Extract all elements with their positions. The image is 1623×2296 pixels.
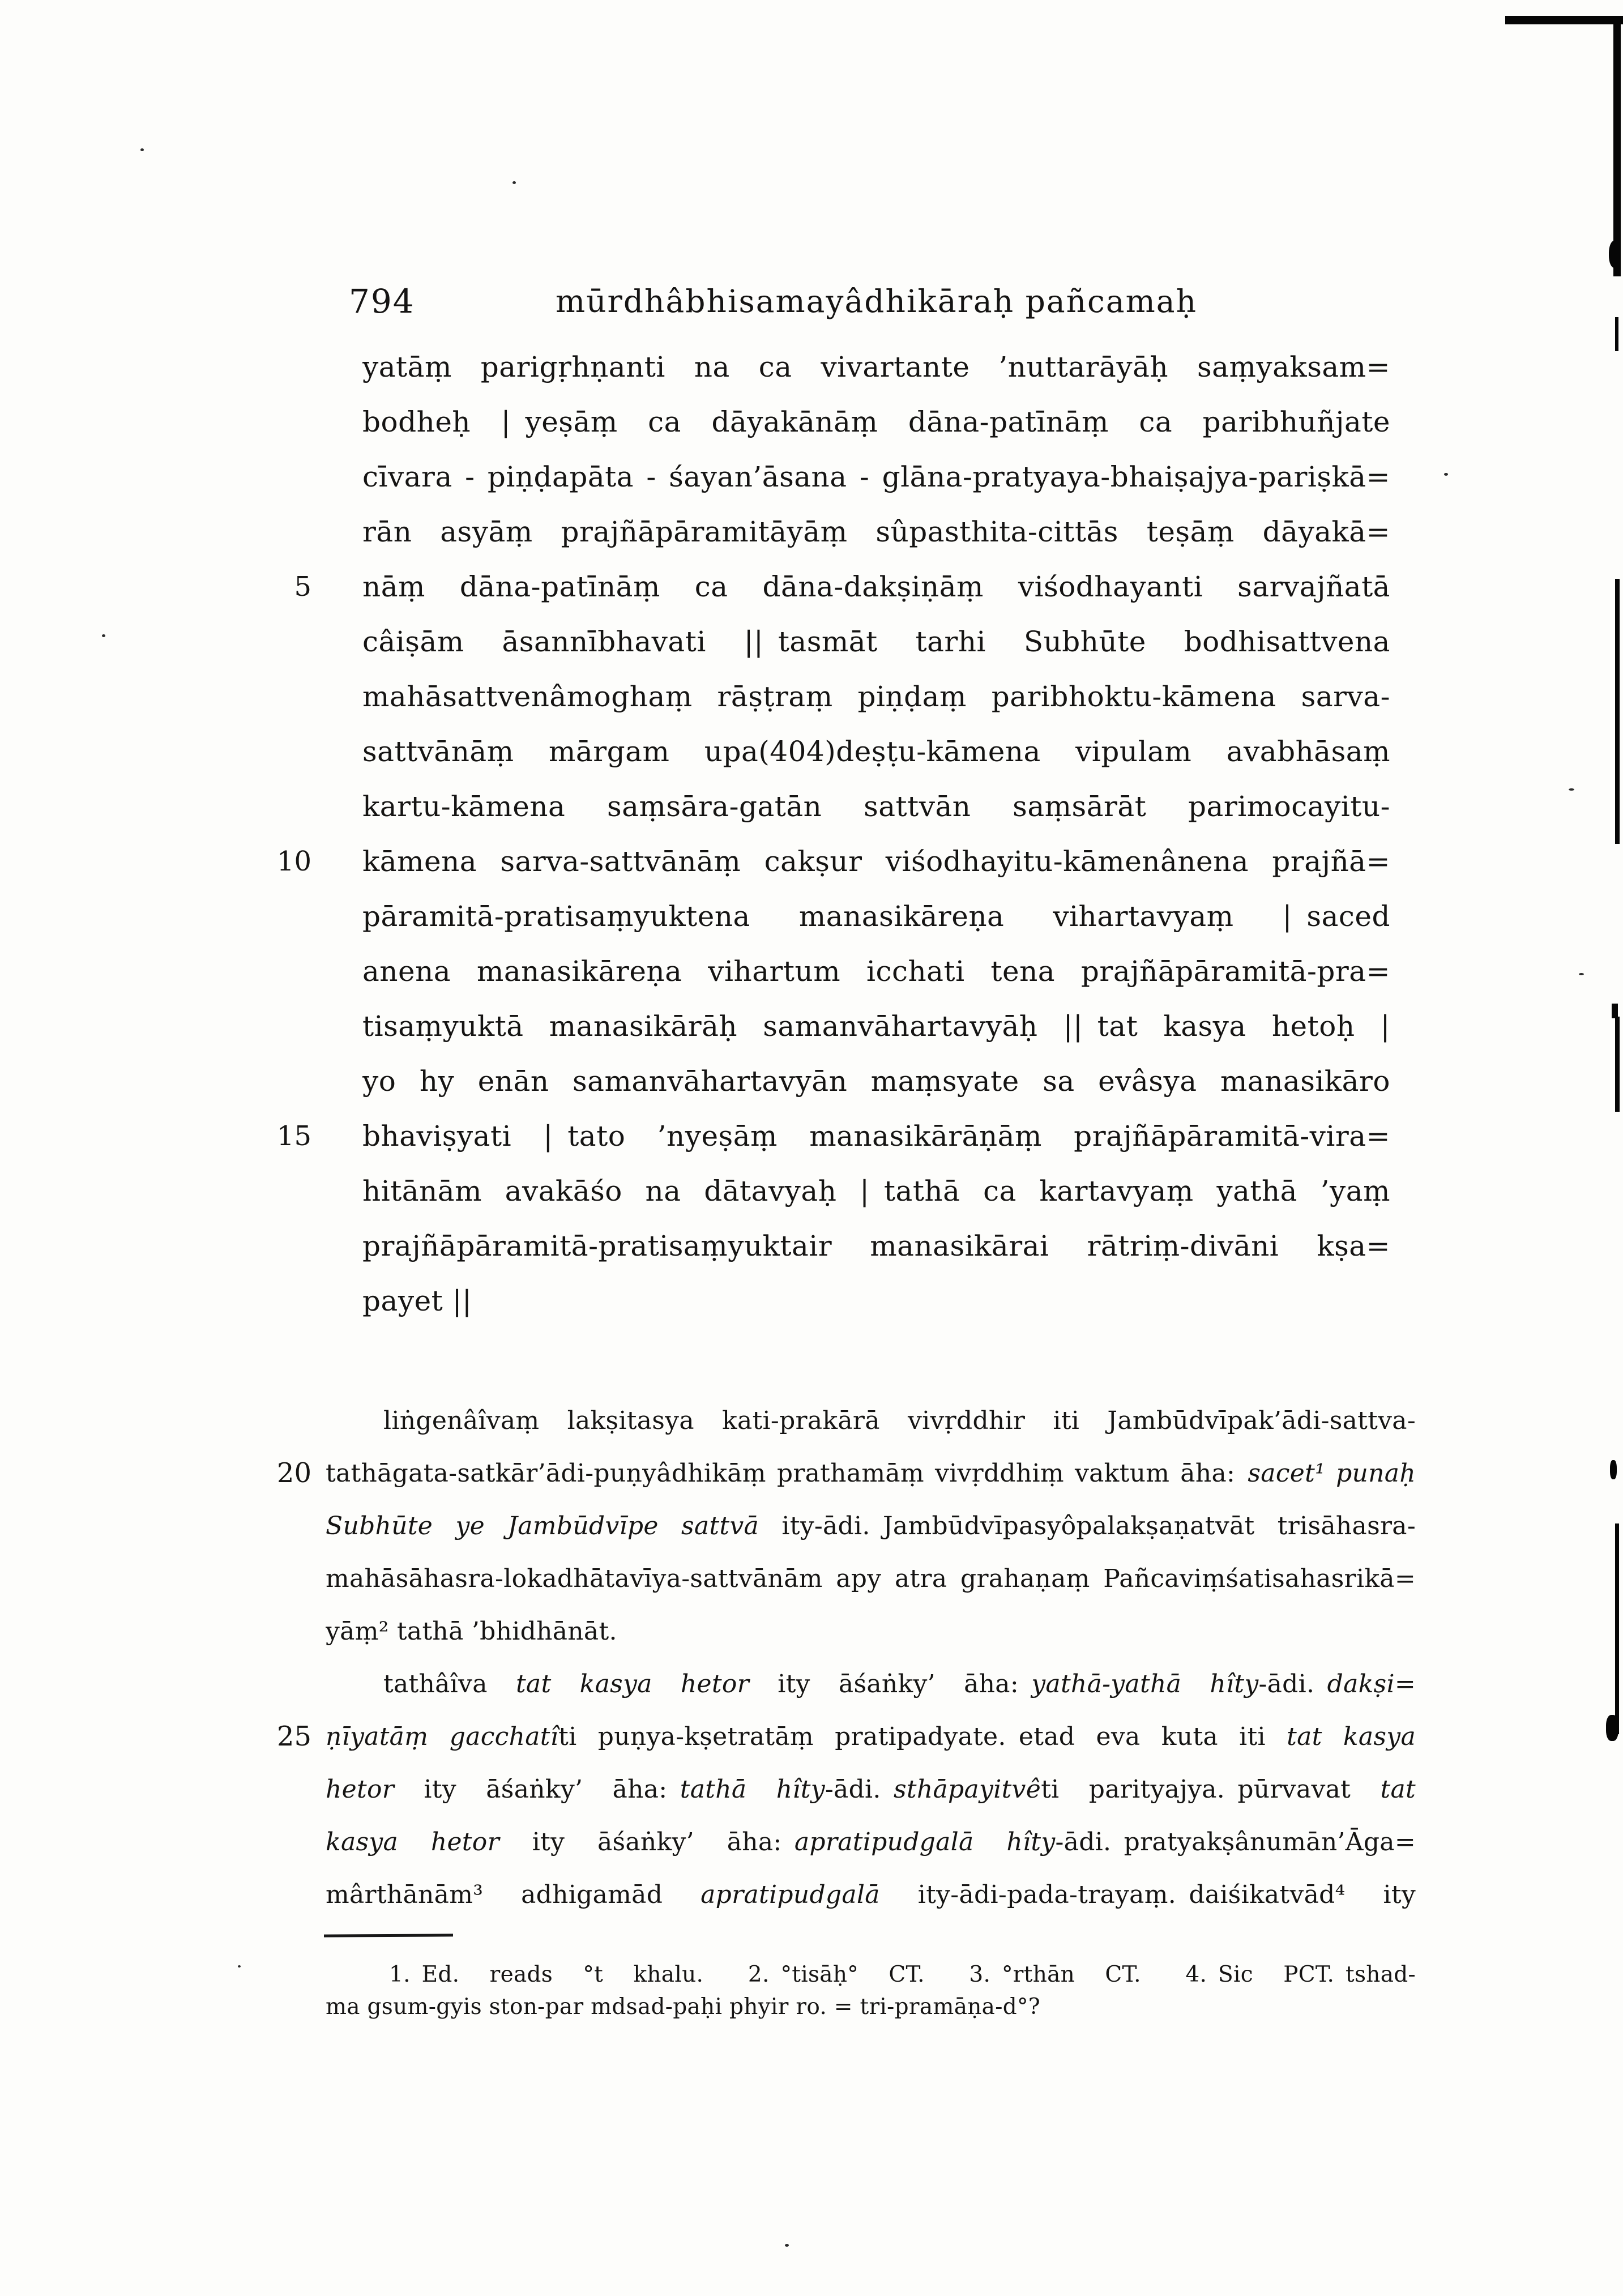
italic-text-segment: tat [1380,1775,1416,1804]
italic-text-segment: tat kasya hetor [515,1670,749,1698]
text-segment: ity-ādi-pada-trayaṃ. daiśikatvād⁴ ity [879,1880,1416,1909]
italic-text-segment: sthāpayitvê [894,1775,1041,1804]
sutra-text-block [362,340,1390,1329]
text-segment: ity āśaṅky’ āha: [749,1670,1032,1698]
scan-edge-artifact [1615,1017,1620,1112]
text-segment: mahāsāhasra-lokadhātavīya-sattvānām apy atra grahaṇaṃ Pañcaviṃśatisahasrikā= [326,1564,1416,1593]
text-segment: tathāgata-satkār’ādi-puṇyâdhikāṃ prathamāṃ vivṛddhiṃ vaktum āha: [326,1459,1248,1488]
sutra-text-line: sattvānāṃ mārgam upa(404)deṣṭu-kāmena vipulam avabhāsaṃ [362,735,1390,768]
scan-speck [785,2244,789,2247]
scan-edge-artifact [1610,1460,1617,1479]
commentary-line [326,1500,1416,1552]
commentary-line [326,1710,1416,1763]
italic-text-segment: Subhūte ye Jambūdvīpe sattvā [326,1512,759,1540]
scan-speck [238,1965,241,1968]
text-segment: ity-ādi. Jambūdvīpasyôpalakṣaṇatvāt trisāhasra- [759,1512,1416,1540]
italic-text-segment: hetor [326,1775,395,1804]
scan-speck [1579,973,1584,975]
commentary-block [326,1394,1416,1921]
text-segment: ity āśaṅky’ āha: [499,1828,795,1857]
italic-text-segment: yathā-yathā hîty [1031,1670,1259,1698]
sutra-text-line: kartu-kāmena saṃsāra-gatān sattvān saṃsārāt parimocayitu- [362,790,1390,823]
sutra-text-line: prajñāpāramitā-pratisaṃyuktair manasikārai rātriṃ-divāni kṣa= [362,1230,1390,1262]
scan-edge-artifact [1505,16,1623,24]
sutra-text-line: nāṃ dāna-patīnāṃ ca dāna-dakṣiṇāṃ viśodhayanti sarvajñatā [362,570,1390,603]
text-segment: ti parityajya. pūrvavat [1041,1775,1381,1804]
scan-edge-artifact [1615,1523,1619,1734]
sutra-text-line: hitānām avakāśo na dātavyaḥ | tathā ca kartavyaṃ yathā ’yaṃ [362,1175,1390,1207]
sutra-text-line: kāmena sarva-sattvānāṃ cakṣur viśodhayitu-kāmenânena prajñā= [362,845,1390,878]
sutra-text-line: yo hy enān samanvāhartavyān maṃsyate sa evâsya manasikāro [362,1065,1390,1098]
commentary-line [326,1394,1416,1447]
text-segment: -ādi. [1258,1670,1327,1698]
margin-line-number-20: 20 [276,1457,311,1489]
margin-line-number-5: 5 [294,571,311,603]
italic-text-segment: tat kasya [1287,1722,1416,1751]
italic-text-segment: sacet¹ punaḥ [1248,1459,1416,1488]
text-segment: liṅgenâîvaṃ lakṣitasya kati-prakārā vivṛddhir iti Jambūdvīpak’ādi-sattva- [383,1406,1416,1435]
sutra-text-line: payet || [362,1284,472,1317]
commentary-line [326,1447,1416,1500]
footnote-line: 1. Ed. reads °t khalu. 2. °tisāḥ° CT. 3. °rthān CT. 4. Sic PCT. tshad- [389,1962,1416,1987]
margin-line-number-15: 15 [276,1120,311,1152]
sutra-text-line: anena manasikāreṇa vihartum icchati tena prajñāpāramitā-pra= [362,955,1390,988]
scan-edge-artifact [1615,317,1618,351]
sutra-text-line: bhaviṣyati | tato ’nyeṣāṃ manasikārāṇāṃ prajñāpāramitā-vira= [362,1120,1390,1153]
italic-text-segment: kasya hetor [326,1828,499,1857]
scan-speck [512,181,516,184]
commentary-line [326,1552,1416,1605]
text-segment: -ādi. pratyakṣânumān’Āga= [1055,1828,1416,1857]
sutra-text-line: cīvara - piṇḍapāta - śayan’āsana - glāna-pratyaya-bhaiṣajya-pariṣkā= [362,460,1390,493]
footnote-separator-rule [324,1934,453,1937]
italic-text-segment: dakṣi= [1327,1670,1416,1698]
text-segment: -ādi. [825,1775,894,1804]
italic-text-segment: ṇīyatāṃ gacchatî [326,1722,559,1751]
footnote-line: ma gsum-gyis ston-par mdsad-paḥi phyir ro. = tri-pramāṇa-d°? [326,1994,1040,2020]
sutra-text-line: tisaṃyuktā manasikārāḥ samanvāhartavyāḥ || tat kasya hetoḥ | [362,1010,1390,1043]
text-segment: mârthānām³ adhigamād [326,1880,701,1909]
commentary-line [326,1868,1416,1921]
scan-edge-artifact [1613,17,1621,276]
scan-speck [1444,473,1448,476]
scan-edge-artifact [1615,579,1620,844]
commentary-line [326,1658,1416,1710]
sutra-text-line: bodheḥ | yeṣāṃ ca dāyakānāṃ dāna-patīnāṃ ca paribhuñjate [362,406,1390,438]
text-segment: ity āśaṅky’ āha: [394,1775,680,1804]
scan-speck [102,634,105,637]
sutra-text-line: câiṣām āsannībhavati || tasmāt tarhi Subhūte bodhisattvena [362,625,1390,658]
text-segment: yāṃ² tathā ’bhidhānāt. [326,1617,617,1646]
italic-text-segment: apratipudgalā hîty [794,1828,1056,1857]
scan-edge-artifact [1606,1715,1618,1741]
commentary-line [326,1763,1416,1816]
sutra-text-line: yatāṃ parigṛhṇanti na ca vivartante ’nuttarāyāḥ saṃyaksam= [362,351,1390,383]
scan-speck [140,148,144,151]
italic-text-segment: apratipudgalā [701,1880,880,1909]
margin-line-number-10: 10 [276,846,311,877]
margin-line-number-25: 25 [276,1721,311,1752]
text-segment: ti puṇya-kṣetratāṃ pratipadyate. etad eva kuta iti [558,1722,1287,1751]
sutra-text-line: rān asyāṃ prajñāpāramitāyāṃ sûpasthita-cittās teṣāṃ dāyakā= [362,515,1390,548]
commentary-line [326,1816,1416,1868]
commentary-line [326,1605,1416,1658]
sutra-text-line: mahāsattvenâmoghaṃ rāṣṭraṃ piṇḍaṃ paribhoktu-kāmena sarva- [362,680,1390,713]
page-number: 794 [349,282,415,321]
scan-speck [1569,788,1574,791]
text-segment: tathâîva [383,1670,516,1698]
sutra-text-line: pāramitā-pratisaṃyuktena manasikāreṇa vihartavyaṃ | saced [362,900,1390,933]
footnotes-block [326,1958,1416,2023]
scan-edge-artifact [1609,241,1621,268]
italic-text-segment: tathā hîty [680,1775,825,1804]
running-title: mūrdhâbhisamayâdhikāraḥ pañcamaḥ [555,283,1198,319]
